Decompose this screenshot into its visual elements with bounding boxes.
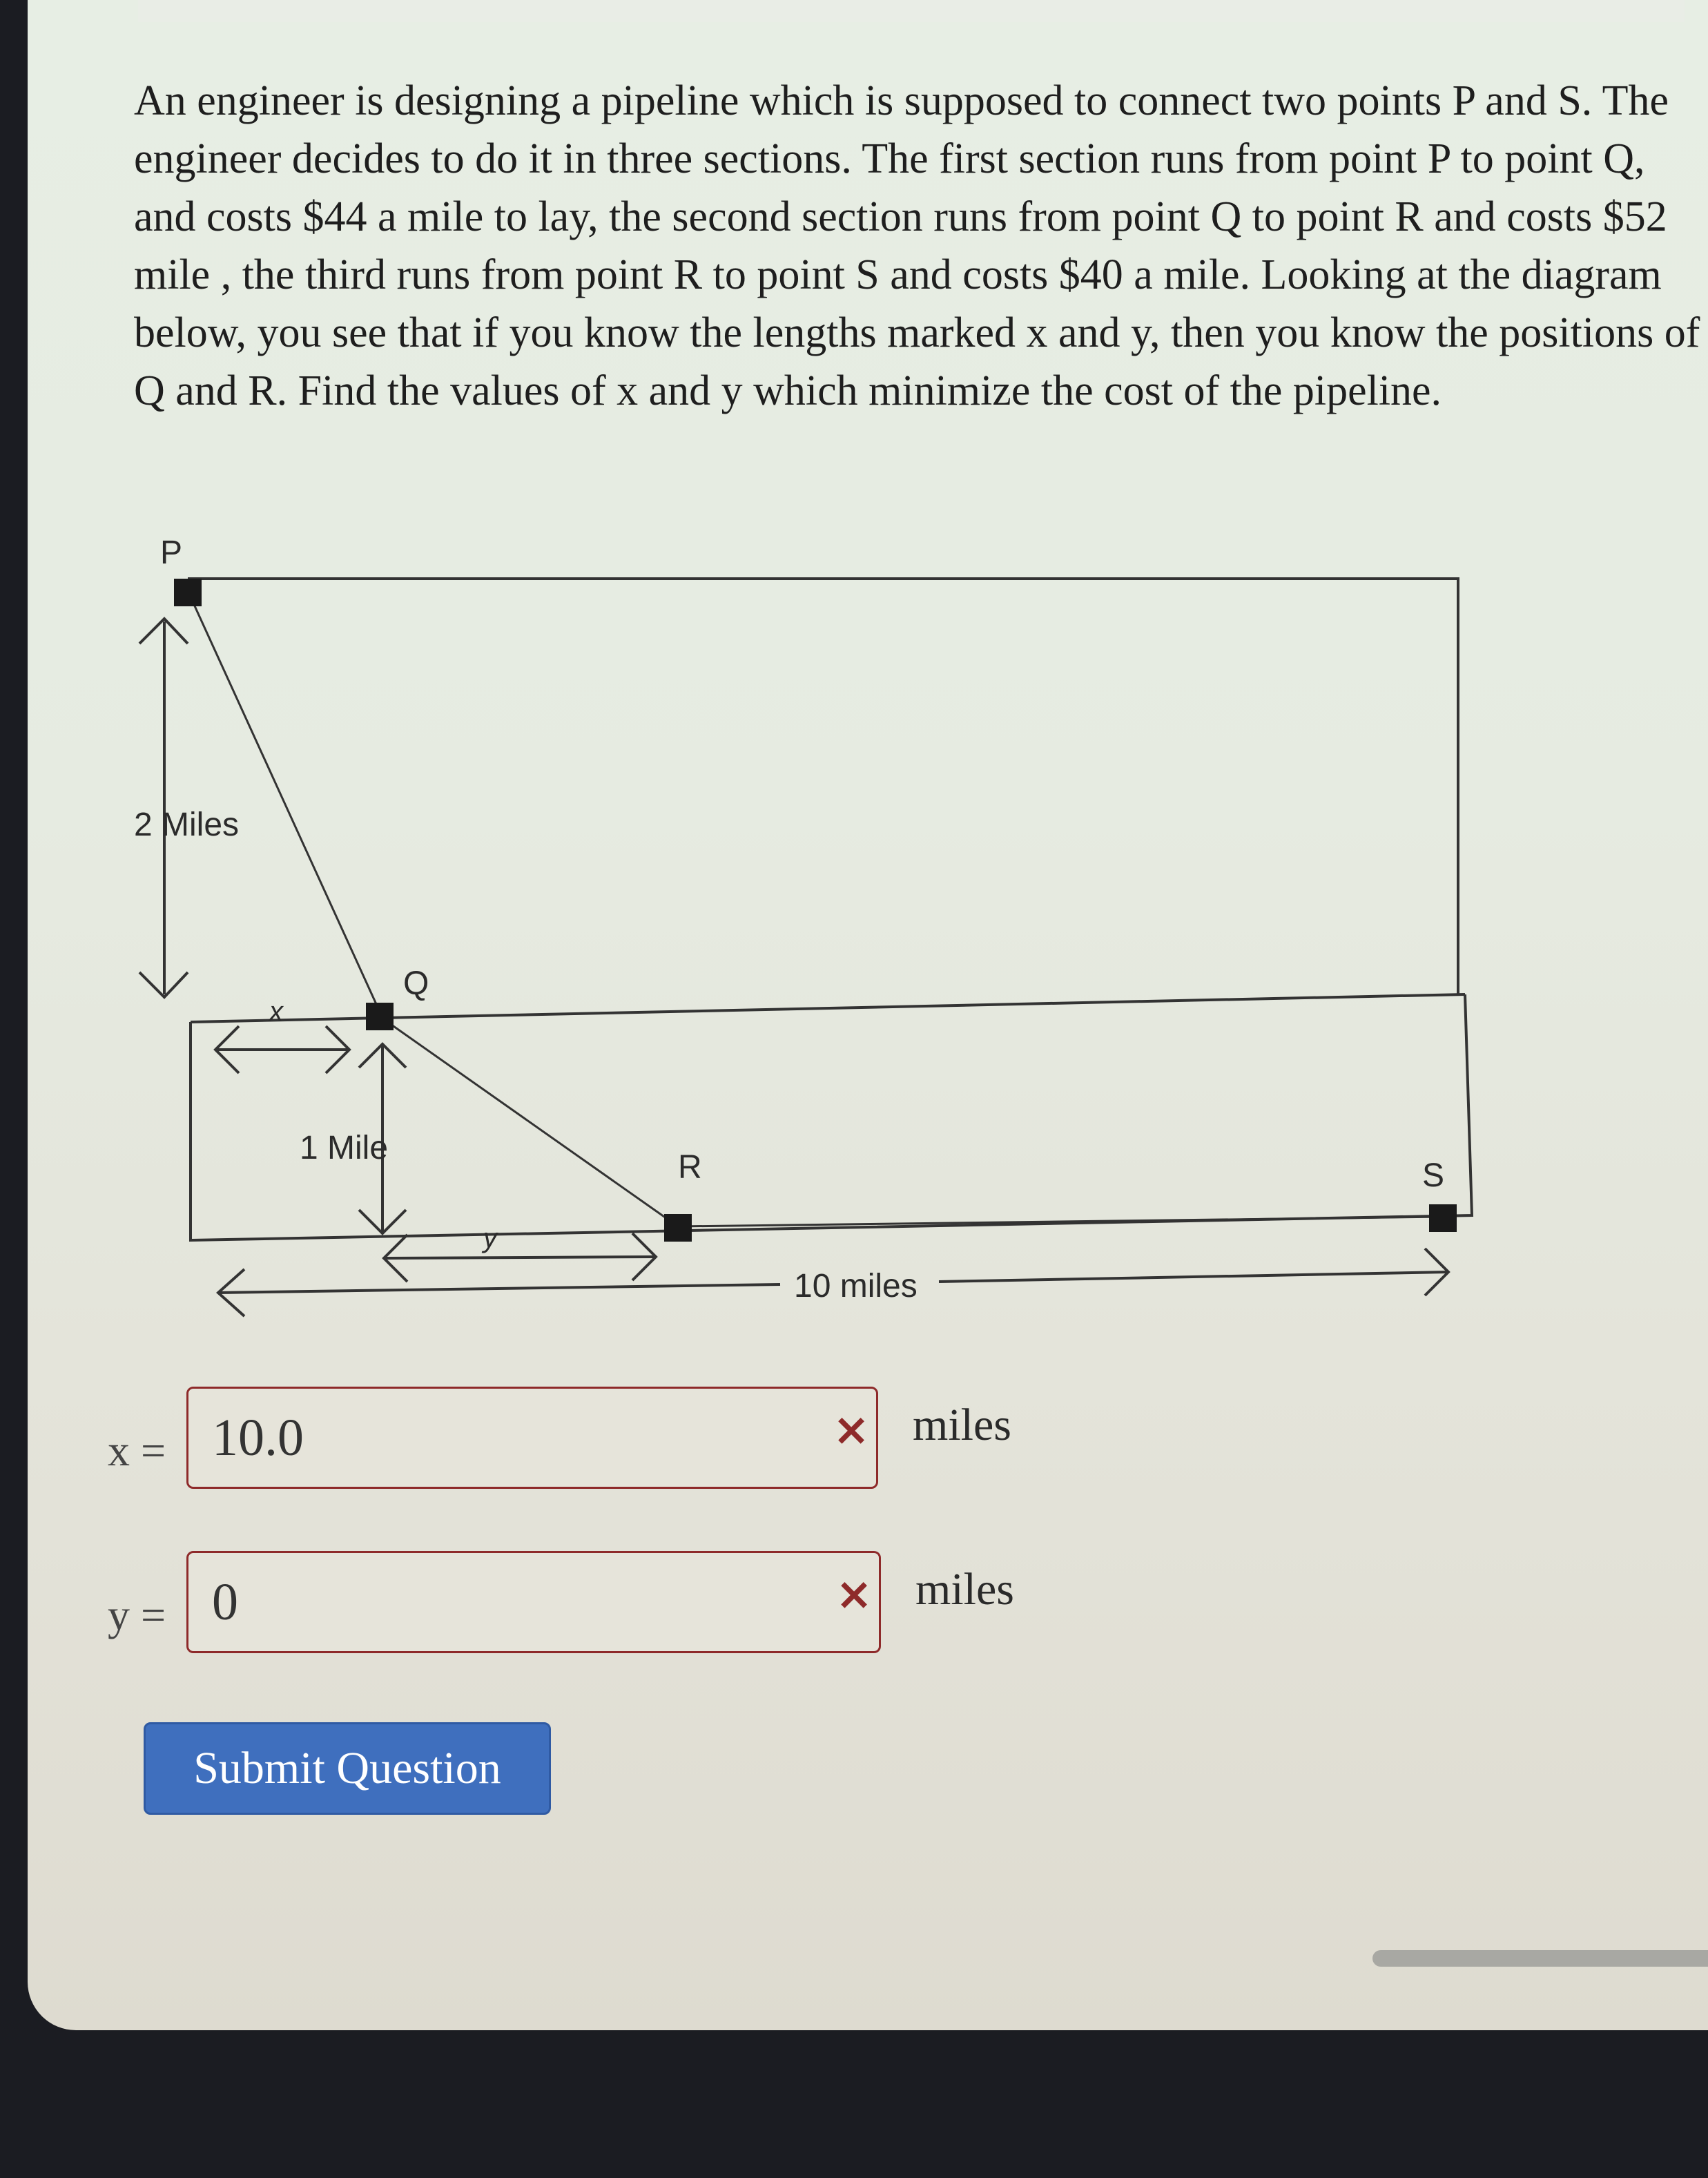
label-x: x	[269, 996, 283, 1027]
x-unit: miles	[913, 1400, 1011, 1450]
point-p-marker	[174, 579, 202, 606]
submit-question-button[interactable]: Submit Question	[144, 1722, 551, 1815]
label-s: S	[1422, 1157, 1445, 1194]
y-answer-box[interactable]	[186, 1551, 881, 1653]
label-q: Q	[403, 965, 429, 1002]
label-2-miles: 2 Miles	[134, 807, 240, 843]
x-label: x =	[108, 1426, 166, 1475]
x-answer-box[interactable]	[186, 1387, 878, 1489]
point-s-marker	[1429, 1204, 1457, 1232]
pipe-section-qr	[380, 1016, 678, 1226]
y-answer-input[interactable]	[212, 1553, 764, 1651]
screen	[28, 0, 1708, 2030]
question-text: An engineer is designing a pipeline which is supposed to connect two points P and S. The engineer decides to do it in three sections. The first section runs from point P to point Q, and costs $44 a mile to lay, the second section runs from point Q to point R and costs $52 mile , the third runs from point R to point S and costs $40 a mile. Looking at the diagram below, you see that if you know the lengths marked x and y, then you know the positions of Q and R. Find the values of x and y which minimize the cost of the pipeline.	[134, 77, 1700, 414]
pipeline-diagram	[131, 525, 1512, 1326]
top-region-border	[188, 579, 1458, 994]
pipe-section-pq	[189, 594, 380, 1012]
label-y: y	[483, 1223, 497, 1253]
label-r: R	[678, 1149, 702, 1186]
top-bar	[138, 0, 1685, 22]
x-mark-icon: ×	[835, 1569, 873, 1620]
horizontal-scrollbar[interactable]	[1372, 1950, 1708, 1967]
pipe-section-rs	[678, 1217, 1443, 1226]
label-p: P	[160, 534, 183, 571]
x-mark-icon: ×	[833, 1405, 870, 1456]
label-10-miles: 10 miles	[794, 1268, 918, 1304]
label-1-mile: 1 Mile	[300, 1130, 389, 1166]
y-arrow-line	[384, 1257, 656, 1258]
y-unit: miles	[915, 1564, 1014, 1615]
y-label: y =	[108, 1590, 166, 1639]
x-answer-input[interactable]	[212, 1389, 764, 1487]
point-r-marker	[664, 1214, 692, 1242]
point-q-marker	[366, 1003, 394, 1030]
